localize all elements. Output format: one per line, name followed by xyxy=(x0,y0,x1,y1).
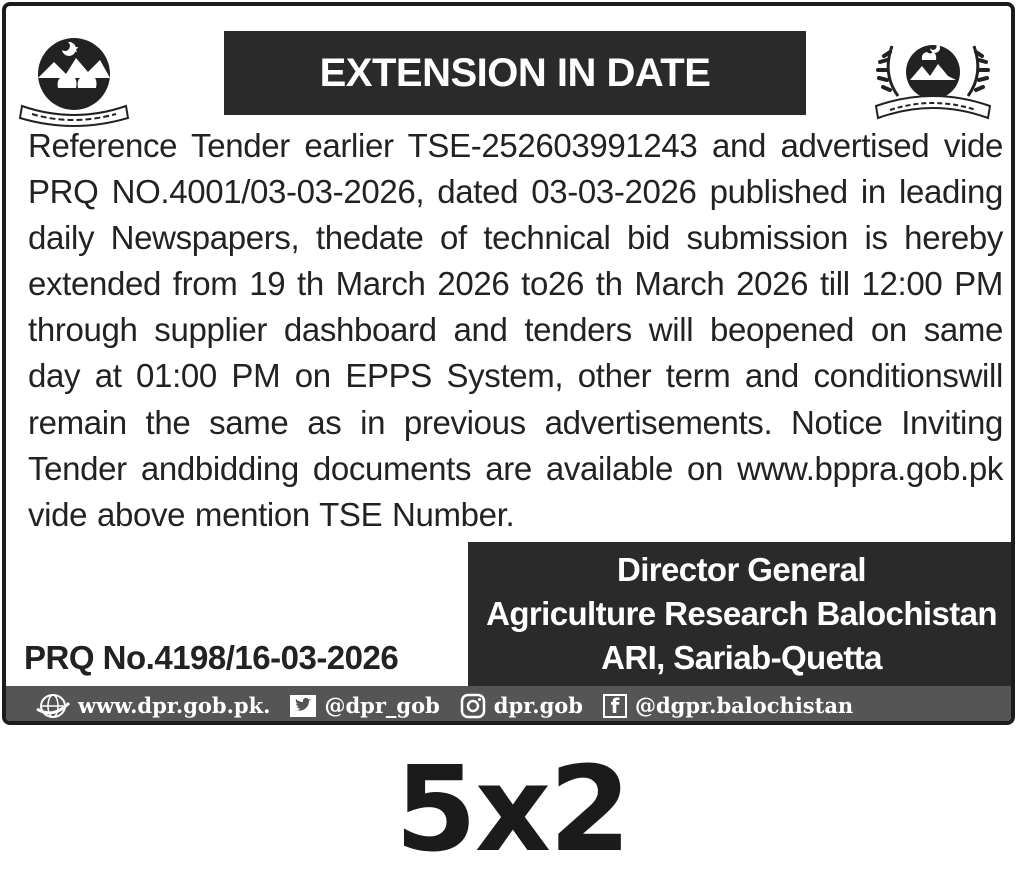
twitter-handle: @dpr_gob xyxy=(324,693,440,718)
signature-block xyxy=(468,542,1015,686)
contact-footer xyxy=(6,686,1011,725)
dgpr-balochistan-emblem-icon xyxy=(868,26,998,126)
notice-title: EXTENSION IN DATE xyxy=(319,50,711,95)
footer-website[interactable] xyxy=(36,693,270,719)
globe-icon xyxy=(36,693,70,719)
twitter-icon xyxy=(290,695,316,717)
instagram-icon xyxy=(460,693,486,719)
facebook-handle: @dgpr.balochistan xyxy=(635,693,854,718)
signatory-department: Agriculture Research Balochistan xyxy=(486,595,997,632)
prq-number: PRQ No.4198/16-03-2026 xyxy=(24,639,399,676)
ad-size-label: 5x2 xyxy=(394,740,630,878)
signatory-title: Director General xyxy=(616,551,866,588)
notice-body: Reference Tender earlier TSE-252603991243 and advertised vide PRQ NO.4001/03-03-2026, dated 03-03-2026 published in leading daily Newspapers, thedate of technical bid submission is hereby extended from 19 th March 2026 to26 th March 2026 till 12:00 PM through supplier dashboard and tenders will beopened on same day at 01:00 PM on EPPS System, other term and conditionswill remain the same as in previous advertisements. Notice Inviting Tender andbidding documents are available on www.bppra.gob.pk vide above mention TSE Number. xyxy=(28,127,1003,533)
website-url: www.dpr.gob.pk. xyxy=(78,693,271,718)
balochistan-government-emblem-icon xyxy=(18,28,138,128)
facebook-icon: f xyxy=(603,694,627,718)
footer-twitter[interactable] xyxy=(290,693,439,718)
instagram-handle: dpr.gob xyxy=(493,693,583,718)
footer-facebook[interactable] xyxy=(603,693,853,718)
advertisement-frame xyxy=(2,2,1015,725)
title-banner xyxy=(224,31,806,115)
footer-instagram[interactable] xyxy=(460,693,583,719)
signatory-address: ARI, Sariab-Quetta xyxy=(601,639,882,676)
